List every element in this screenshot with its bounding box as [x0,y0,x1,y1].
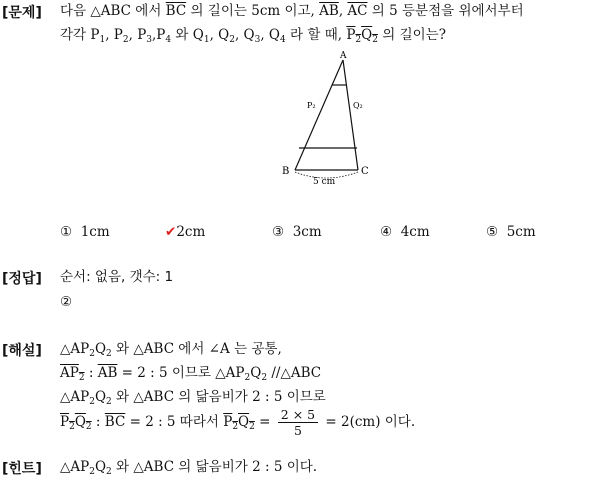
vertex-a-label: A [340,51,347,61]
choice-4[interactable]: ④ 4cm [380,224,430,240]
problem-line-1: 다음 △ABC 에서 $\overline{BC}$ 의 길이는 5cm 이고, $\overline{AB}$, $\overline{AC}$ 의 5 등분점을 위에서부터 [60,3,524,19]
answer-value: ② [60,294,73,310]
vertex-b-label: B [282,166,290,177]
vertex-c-label: C [361,166,369,177]
problem-label: [문제] [2,5,42,21]
answer-order: 순서: 없음, 갯수: 1 [60,269,174,285]
explanation-line-1: $\triangle AP_2Q_2$ 와 △ABC 에서 ∠A 는 공통, [60,341,282,359]
hint-text: $\triangle AP_2Q_2$ 와 △ABC 의 닮음비가 2 : 5 이다. [60,459,318,477]
choice-3[interactable]: ③ 3cm [272,224,322,240]
explanation-label: [해설] [2,343,42,359]
choice-1[interactable]: ① 1cm [60,224,110,240]
choice-2[interactable]: ✔2cm [165,224,206,240]
q2-label: Q₂ [353,101,363,110]
choice-5[interactable]: ⑤ 5cm [486,224,536,240]
problem-line-2: 각각 $P_1$, $P_2$, $P_3,P_4$ 와 $Q_1$, $Q_2$, $Q_3$, $Q_4$ 라 할 때, $P_2Q_2$ 의 길이는? [60,27,446,45]
fraction: $\frac{2 \times 5}{5}$ [278,407,318,438]
base-length-label: 5 cm [313,177,336,187]
explanation-line-2: $AP_2$ : $\overline{AB} = 2$ : 5 이므로 $\triangle AP_2Q_2$ //△ABC [60,365,322,383]
checkmark-icon: ✔ [165,224,177,240]
explanation-line-3: $\triangle AP_2Q_2$ 와 △ABC 의 닮음비가 2 : 5 이므로 [60,389,326,407]
p2-label: P₂ [307,101,316,110]
answer-label: [정답] [2,271,42,287]
triangle-figure [270,48,380,188]
explanation-line-4: $P_2Q_2$ : $\overline{BC} = 2$ : 5 따라서 $P_2Q_2$ = $\frac{2 \times 5}{5}$ = 2(cm) 이다. [60,407,416,438]
hint-label: [힌트] [2,461,42,477]
